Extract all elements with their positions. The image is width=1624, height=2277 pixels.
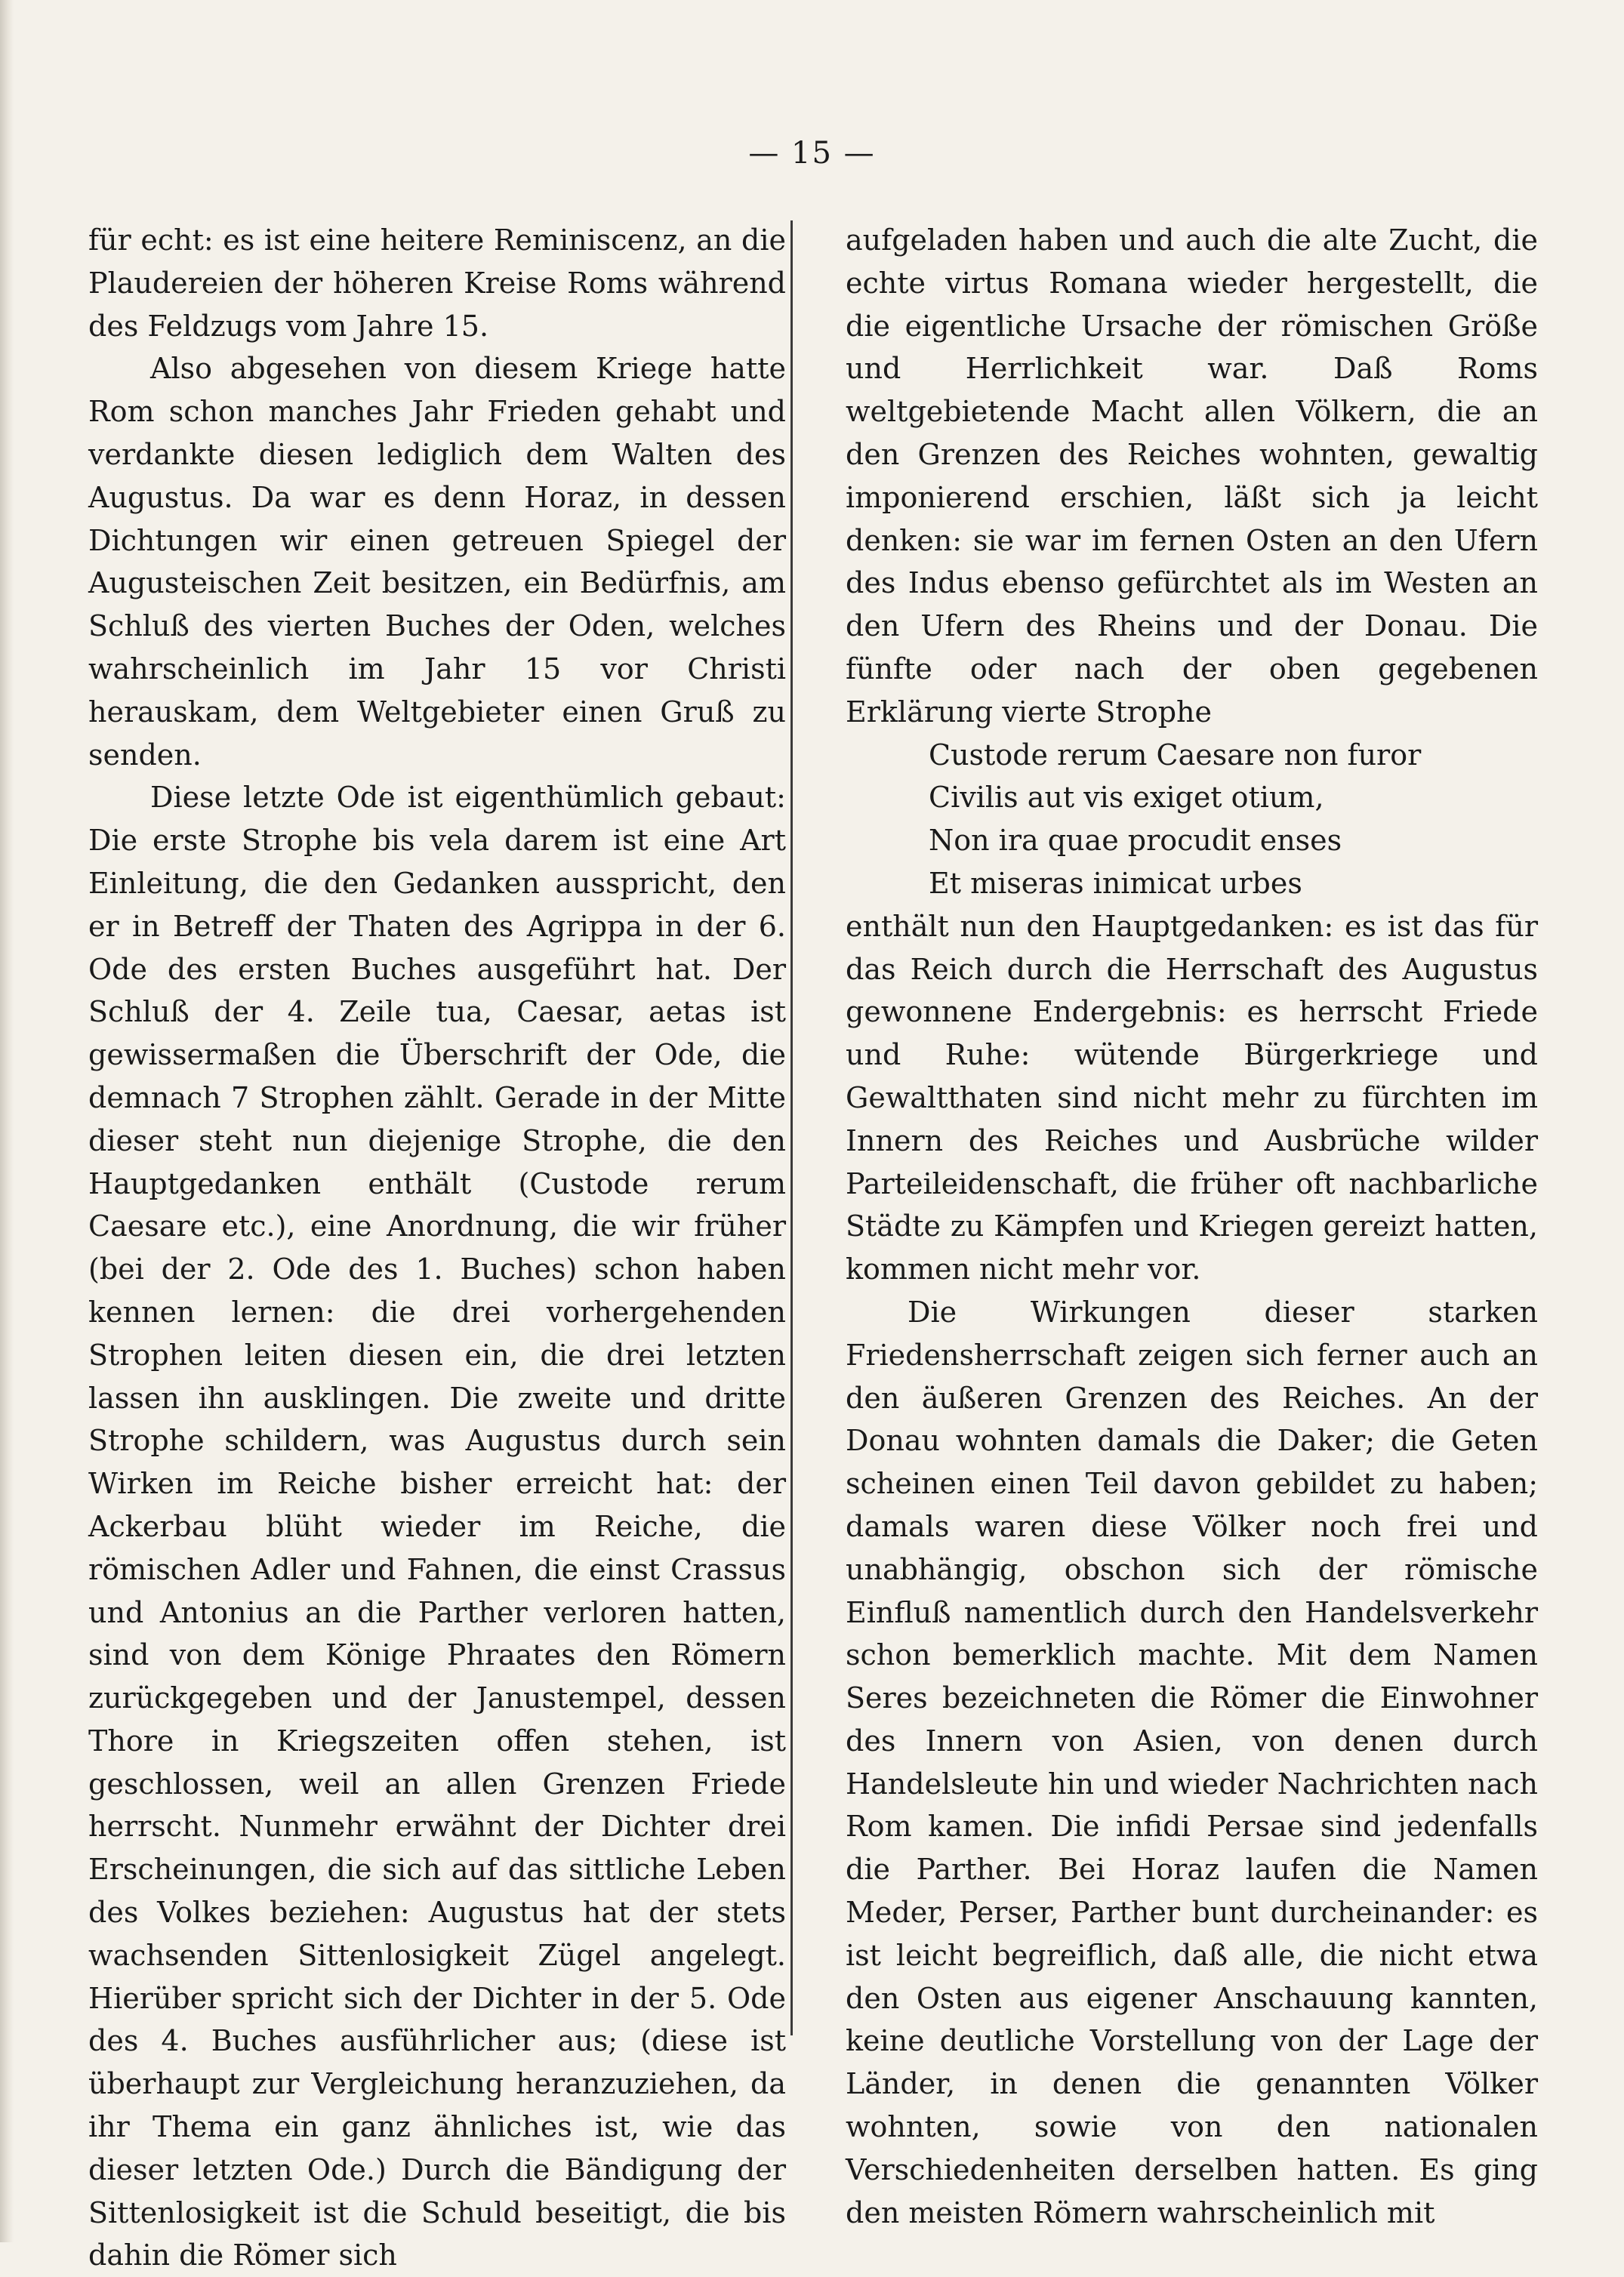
paragraph-continuation: für echt: es ist eine heitere Reminiscenz, an die Plaudereien der höheren Kreise Roms während des Feldzugs vom Jahre 15. (88, 223, 786, 343)
page-binding-edge (0, 0, 14, 2242)
verse-line: Custode rerum Caesare non furor (929, 738, 1422, 772)
verse-line: Et miseras inimicat urbes (929, 866, 1302, 900)
verse-quotation (846, 734, 1538, 905)
right-column (846, 219, 1538, 2234)
paragraph-frontier-effects: Die Wirkungen dieser starken Friedensherrschaft zeigen sich ferner auch an den äußeren Grenzen des Reiches. An der Donau wohnten damals die Daker; die Geten scheinen einen Teil davon gebildet zu haben; damals waren diese Völker noch frei und unabhängig, obschon sich der römische Einfluß namentlich durch den Handelsverkehr schon bemerklich machte. Mit dem Namen Seres bezeichneten die Römer die Einwohner des Innern von Asien, von denen durch Handelsleute hin und wieder Nachrichten nach Rom kamen. Die infidi Persae sind jedenfalls die Parther. Bei Horaz laufen die Namen Meder, Perser, Parther bunt durcheinander: es ist leicht begreiflich, daß alle, die nicht etwa den Osten aus eigener Anschauung kannten, keine deutliche Vorstellung von der Lage der Länder, in denen die genannten Völker wohnten, sowie von den nationalen Verschiedenheiten derselben hatten. Es ging den meisten Römern wahrscheinlich mit (846, 1295, 1538, 2229)
paragraph-main-thought: enthält nun den Hauptgedanken: es ist das für das Reich durch die Herrschaft des Augustus gewonnene Endergebnis: es herrscht Friede und Ruhe: wütende Bürgerkriege und Gewaltthaten sind nicht mehr zu fürchten im Innern des Reiches und Ausbrüche wilder Parteileidenschaft, die früher oft nachbarliche Städte zu Kämpfen und Kriegen gereizt hatten, kommen nicht mehr vor. (846, 909, 1538, 1286)
verse-line: Civilis aut vis exiget otium, (929, 781, 1324, 815)
verse-line: Non ira quae procudit enses (929, 824, 1342, 858)
page-number: — 15 — (748, 136, 876, 171)
paragraph-augustus-peace: Also abgesehen von diesem Kriege hatte Rom schon manches Jahr Frieden gehabt und verdankte diesen lediglich dem Walten des Augustus. Da war es denn Horaz, in dessen Dichtungen wir einen getreuen Spiegel der Augusteischen Zeit besitzen, ein Bedürfnis, am Schluß des vierten Buches der Oden, welches wahrscheinlich im Jahr 15 vor Christi herauskam, dem Weltgebieter einen Gruß zu senden. (88, 352, 786, 772)
paragraph-roman-virtue: aufgeladen haben und auch die alte Zucht, die echte virtus Romana wieder hergestellt, die die eigentliche Ursache der römischen Größe und Herrlichkeit war. Daß Roms weltgebietende Macht allen Völkern, die an den Grenzen des Reiches wohnten, gewaltig imponierend erschien, läßt sich ja leicht denken: sie war im fernen Osten an den Ufern des Indus ebenso gefürchtet als im Westen an den Ufern des Rheins und der Donau. Die fünfte oder nach der oben gegebenen Erklärung vierte Strophe (846, 223, 1538, 729)
left-column (88, 219, 786, 2277)
column-divider (790, 220, 793, 2035)
paragraph-ode-structure: Diese letzte Ode ist eigenthümlich gebaut: Die erste Strophe bis vela darem ist eine Art Einleitung, die den Gedanken ausspricht, den er in Betreff der Thaten des Agrippa in der 6. Ode des ersten Buches ausgeführt hat. Der Schluß der 4. Zeile tua, Caesar, aetas ist gewissermaßen die Überschrift der Ode, die demnach 7 Strophen zählt. Gerade in der Mitte dieser steht nun diejenige Strophe, die den Hauptgedanken enthält (Custode rerum Caesare etc.), eine Anordnung, die wir früher (bei der 2. Ode des 1. Buches) schon haben kennen lernen: die drei vorhergehenden Strophen leiten diesen ein, die drei letzten lassen ihn ausklingen. Die zweite und dritte Strophe schildern, was Augustus durch sein Wirken im Reiche bisher erreicht hat: der Ackerbau blüht wieder im Reiche, die römischen Adler und Fahnen, die einst Crassus und Antonius an die Parther verloren hatten, sind von dem Könige Phraates den Römern zurückgegeben und der Janustempel, dessen Thore in Kriegszeiten offen stehen, ist geschlossen, weil an allen Grenzen Friede herrscht. Nunmehr erwähnt der Dichter drei Erscheinungen, die sich auf das sittliche Leben des Volkes beziehen: Augustus hat der stets wachsenden Sittenlosigkeit Zügel angelegt. Hierüber spricht sich der Dichter in der 5. Ode des 4. Buches ausführlicher aus; (diese ist überhaupt zur Vergleichung heranzuziehen, da ihr Thema ein ganz ähnliches ist, wie das dieser letzten Ode.) Durch die Bändigung der Sittenlosigkeit ist die Schuld beseitigt, die bis dahin die Römer sich (88, 781, 786, 2272)
